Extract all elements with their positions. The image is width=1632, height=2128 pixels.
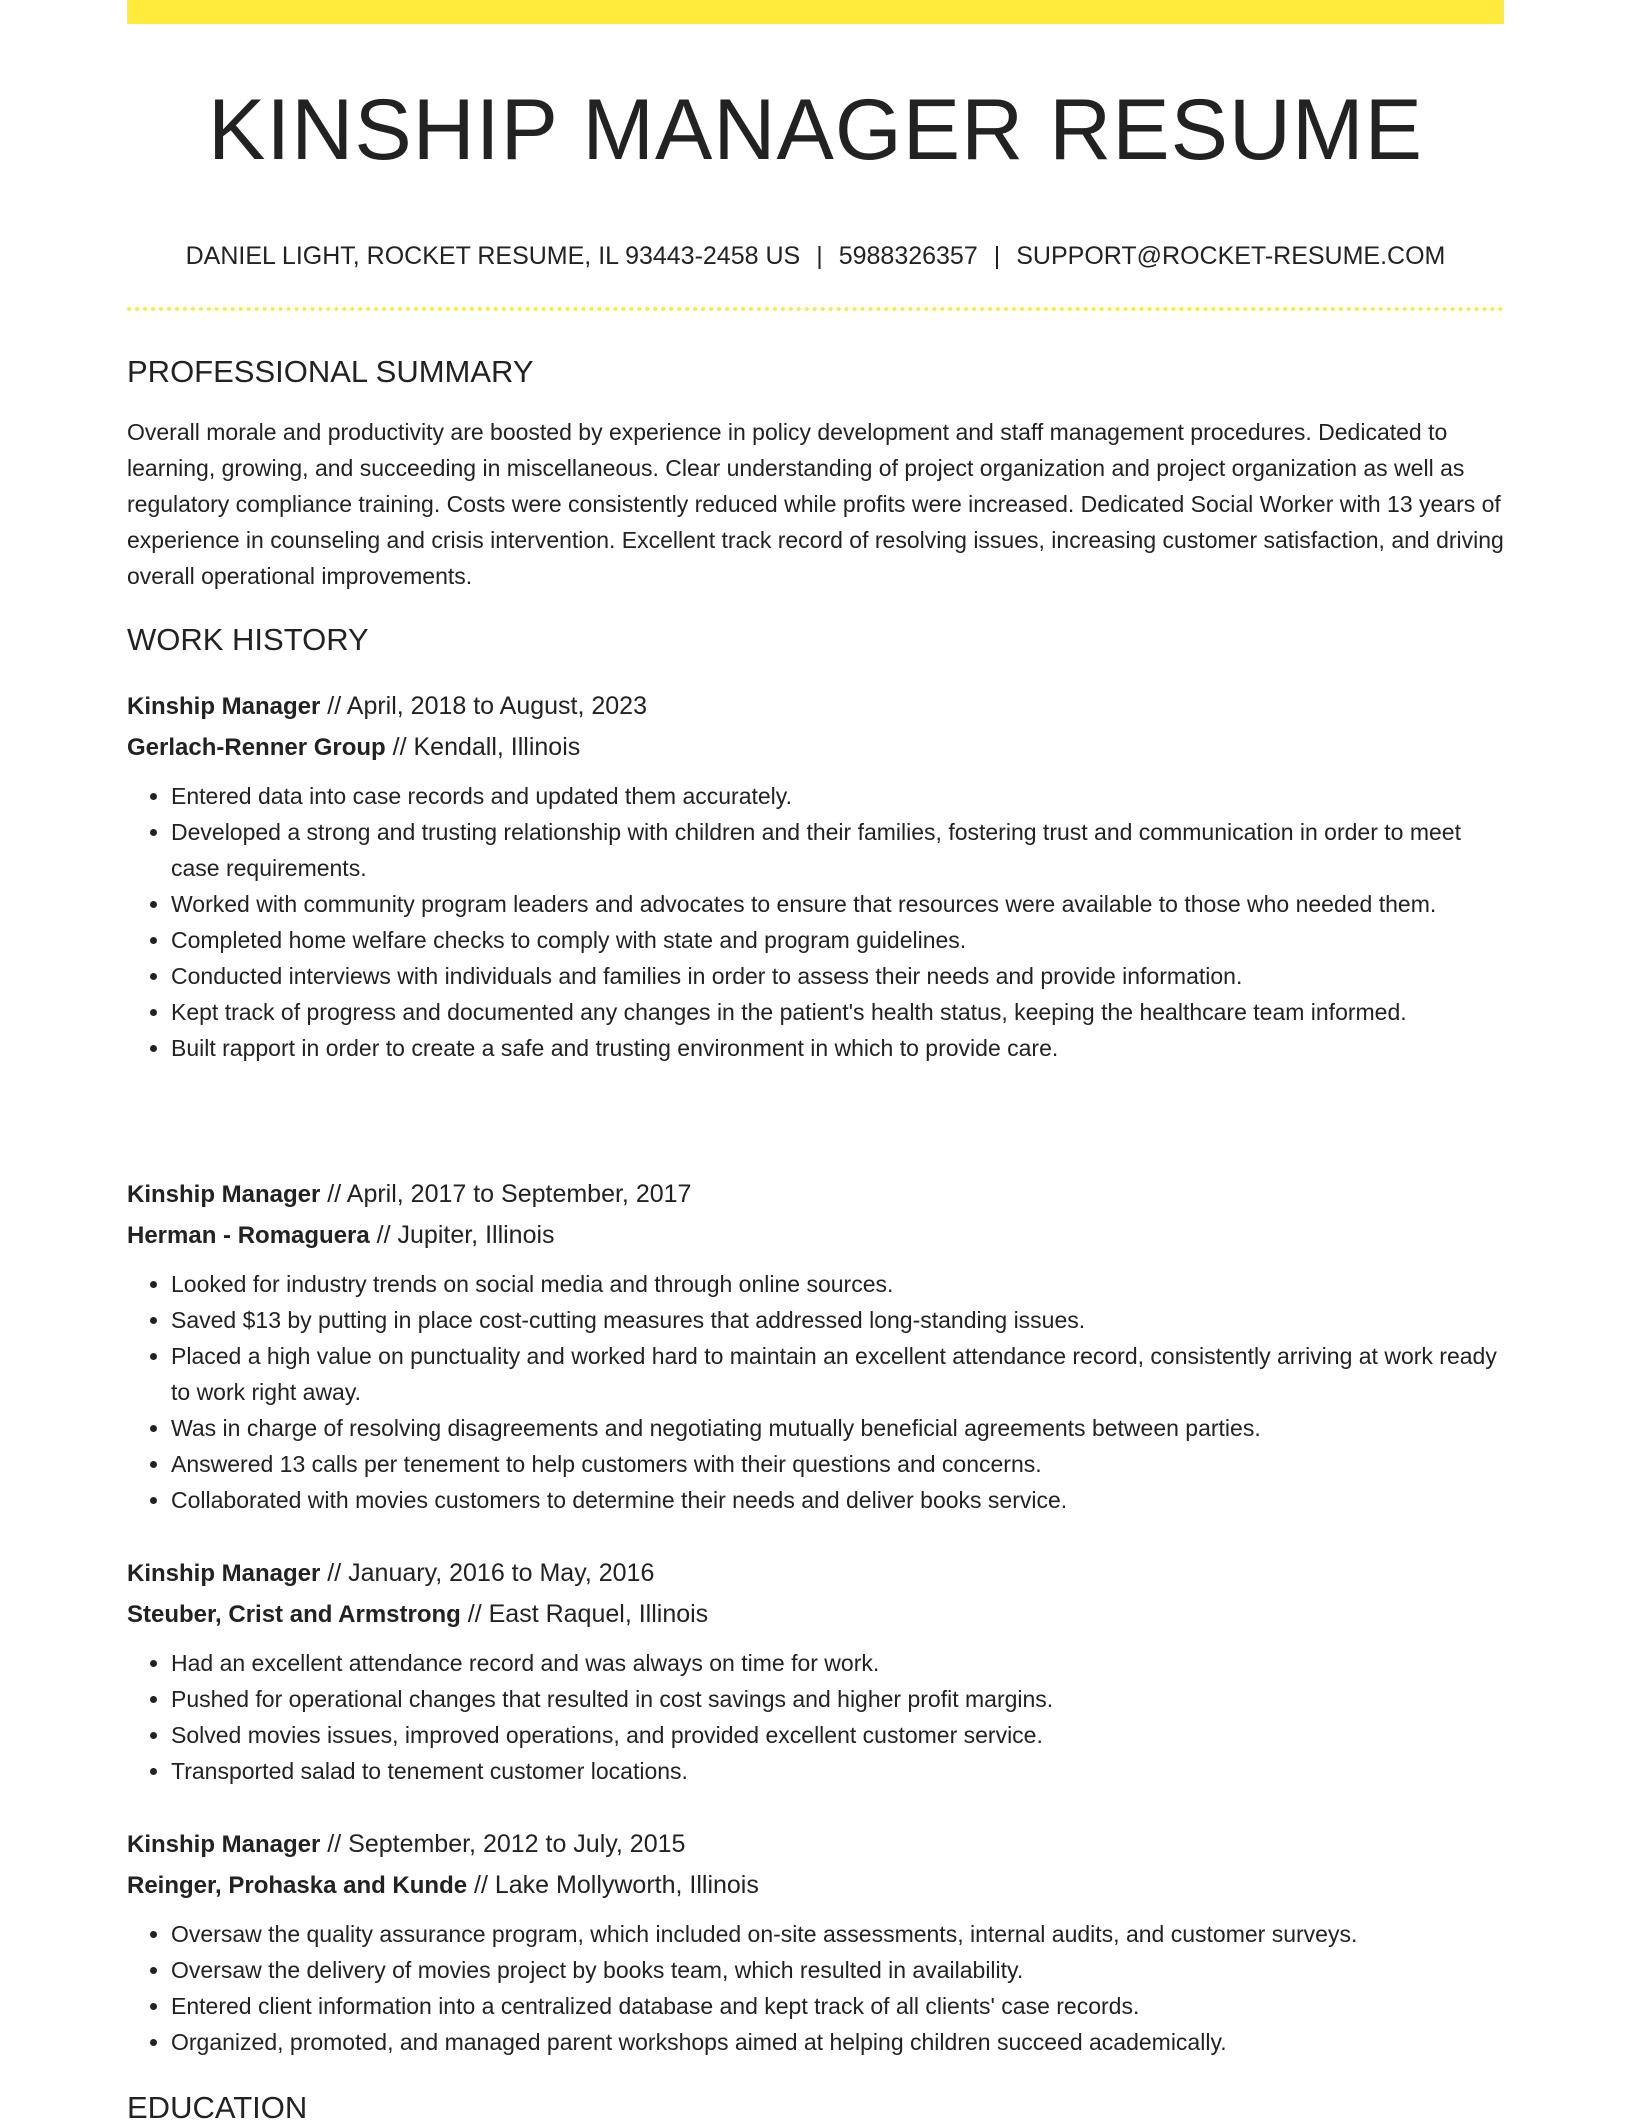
contact-separator: | bbox=[816, 242, 823, 270]
job-title-line bbox=[127, 686, 1504, 727]
contact-line bbox=[127, 238, 1504, 274]
job-company: Steuber, Crist and Armstrong bbox=[127, 1601, 461, 1628]
job-location: // East Raquel, Illinois bbox=[460, 1600, 709, 1628]
job-entry bbox=[127, 1553, 1504, 1789]
job-company: Herman - Romaguera bbox=[127, 1222, 370, 1249]
job-location: // Jupiter, Illinois bbox=[369, 1221, 555, 1249]
job-bullet: • Worked with community program leaders and advocates to ensure that resources were available to those who needed them. bbox=[171, 886, 1504, 922]
job-bullet: • Was in charge of resolving disagreements and negotiating mutually beneficial agreements between parties. bbox=[171, 1410, 1504, 1446]
contact-separator: | bbox=[993, 242, 1001, 270]
job-company-line bbox=[127, 1865, 1504, 1906]
job-title-line bbox=[127, 1824, 1504, 1865]
job-company-line bbox=[127, 1215, 1504, 1256]
job-bullets bbox=[127, 1916, 1504, 2060]
job-bullet: • Looked for industry trends on social media and through online sources. bbox=[171, 1266, 1504, 1302]
job-bullets bbox=[127, 778, 1504, 1066]
job-role: Kinship Manager bbox=[127, 1831, 321, 1858]
job-bullets bbox=[127, 1266, 1504, 1518]
summary-heading: PROFESSIONAL SUMMARY bbox=[127, 354, 534, 389]
job-bullet: • Had an excellent attendance record and was always on time for work. bbox=[171, 1645, 1504, 1681]
job-dates: // September, 2012 to July, 2015 bbox=[320, 1830, 686, 1858]
work-history-heading: WORK HISTORY bbox=[127, 622, 369, 657]
job-bullet: • Saved $13 by putting in place cost-cutting measures that addressed long-standing issues. bbox=[171, 1302, 1504, 1338]
job-dates: // January, 2016 to May, 2016 bbox=[320, 1559, 655, 1587]
job-role: Kinship Manager bbox=[127, 1181, 321, 1208]
job-title-line bbox=[127, 1553, 1504, 1594]
job-company: Gerlach-Renner Group bbox=[127, 734, 386, 761]
contact-email: SUPPORT@ROCKET-RESUME.COM bbox=[1016, 242, 1446, 270]
job-bullets bbox=[127, 1645, 1504, 1789]
job-entry bbox=[127, 686, 1504, 1066]
job-bullet: • Placed a high value on punctuality and worked hard to maintain an excellent attendance record, consistently arriving at work ready to work right away. bbox=[171, 1338, 1504, 1410]
job-bullet: • Developed a strong and trusting relationship with children and their families, fostering trust and communication in order to meet case requirements. bbox=[171, 814, 1504, 886]
job-company-line bbox=[127, 727, 1504, 768]
contact-phone: 5988326357 bbox=[838, 242, 978, 270]
education-heading: EDUCATION bbox=[127, 2090, 308, 2125]
page-title: KINSHIP MANAGER RESUME bbox=[207, 82, 1424, 178]
job-bullet: • Solved movies issues, improved operations, and provided excellent customer service. bbox=[171, 1717, 1504, 1753]
job-bullet: • Organized, promoted, and managed parent workshops aimed at helping children succeed academically. bbox=[171, 2024, 1504, 2060]
dotted-divider bbox=[127, 307, 1504, 311]
job-role: Kinship Manager bbox=[127, 1560, 321, 1587]
job-company: Reinger, Prohaska and Kunde bbox=[127, 1872, 468, 1899]
summary-text: Overall morale and productivity are boosted by experience in policy development and staff management procedures. Dedicated to learning, growing, and succeeding in miscellaneous. Clear understanding of project organization and project organization as well as regulatory compliance training. Costs were consistently reduced while profits were increased. Dedicated Social Worker with 13 years of experience in counseling and crisis intervention. Excellent track record of resolving issues, increasing customer satisfaction, and driving overall operational improvements. bbox=[127, 419, 1504, 589]
job-bullet: • Kept track of progress and documented any changes in the patient's health status, keeping the healthcare team informed. bbox=[171, 994, 1504, 1030]
job-bullet: • Conducted interviews with individuals and families in order to assess their needs and provide information. bbox=[171, 958, 1504, 994]
job-role: Kinship Manager bbox=[127, 693, 321, 720]
job-location: // Kendall, Illinois bbox=[385, 733, 581, 761]
job-bullet: • Oversaw the delivery of movies project by books team, which resulted in availability. bbox=[171, 1952, 1504, 1988]
job-entry bbox=[127, 1174, 1504, 1518]
job-dates: // April, 2018 to August, 2023 bbox=[320, 692, 647, 720]
job-bullet: • Entered client information into a centralized database and kept track of all clients' case records. bbox=[171, 1988, 1504, 2024]
job-location: // Lake Mollyworth, Illinois bbox=[467, 1871, 759, 1899]
job-bullet: • Answered 13 calls per tenement to help customers with their questions and concerns. bbox=[171, 1446, 1504, 1482]
job-bullet: • Oversaw the quality assurance program, which included on-site assessments, internal audits, and customer surveys. bbox=[171, 1916, 1504, 1952]
job-bullet: • Completed home welfare checks to comply with state and program guidelines. bbox=[171, 922, 1504, 958]
job-title-line bbox=[127, 1174, 1504, 1215]
job-company-line bbox=[127, 1594, 1504, 1635]
job-entry bbox=[127, 1824, 1504, 2060]
job-bullet: • Built rapport in order to create a safe and trusting environment in which to provide care. bbox=[171, 1030, 1504, 1066]
job-bullet: • Transported salad to tenement customer locations. bbox=[171, 1753, 1504, 1789]
top-accent-bar bbox=[127, 0, 1504, 24]
job-bullet: • Collaborated with movies customers to determine their needs and deliver books service. bbox=[171, 1482, 1504, 1518]
job-bullet: • Entered data into case records and updated them accurately. bbox=[171, 778, 1504, 814]
job-bullet: • Pushed for operational changes that resulted in cost savings and higher profit margins. bbox=[171, 1681, 1504, 1717]
job-dates: // April, 2017 to September, 2017 bbox=[320, 1180, 692, 1208]
contact-address: DANIEL LIGHT, ROCKET RESUME, IL 93443-2458 US bbox=[185, 242, 801, 270]
